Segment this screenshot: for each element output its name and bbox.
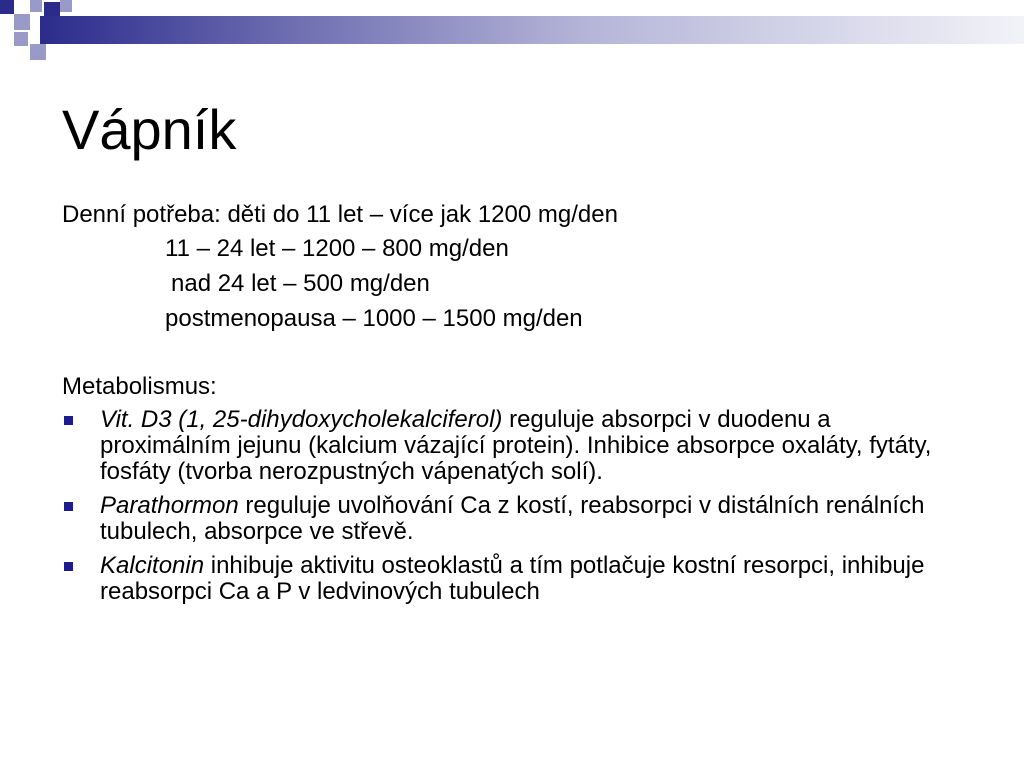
bullet-term: Vit. D3 (1, 25-dihydoxycholekalciferol) bbox=[100, 406, 503, 433]
square-bullet-icon bbox=[64, 416, 73, 425]
bullet-term: Kalcitonin bbox=[100, 552, 205, 579]
list-item bbox=[62, 553, 962, 605]
bullet-term: Parathormon bbox=[100, 492, 239, 519]
decor-square bbox=[30, 44, 46, 60]
decor-square bbox=[14, 14, 30, 30]
list-item bbox=[62, 407, 962, 485]
daily-need-line-2: 11 – 24 let – 1200 – 800 mg/den bbox=[165, 235, 509, 262]
decor-square bbox=[30, 0, 42, 12]
daily-need-line-4: postmenopausa – 1000 – 1500 mg/den bbox=[165, 305, 583, 332]
metabolism-heading: Metabolismus: bbox=[62, 373, 217, 400]
daily-need-line-3: nad 24 let – 500 mg/den bbox=[171, 270, 430, 297]
decor-square bbox=[0, 0, 14, 14]
list-item bbox=[62, 493, 962, 545]
decor-square bbox=[60, 0, 72, 12]
square-bullet-icon bbox=[64, 502, 73, 511]
bullet-text: inhibuje aktivitu osteoklastů a tím potlačuje kostní resorpci, inhibuje reabsorpci Ca a P v ledvinových tubulech bbox=[100, 552, 925, 605]
decor-square bbox=[14, 32, 28, 46]
bullet-text: reguluje uvolňování Ca z kostí, reabsorpci v distálních renálních tubulech, absorpce ve střevě. bbox=[100, 492, 925, 545]
slide-title: Vápník bbox=[62, 98, 237, 161]
bullet-text: reguluje absorpci v duodenu a proximálním jejunu (kalcium vázající protein). Inhibice absorpce oxaláty, fytáty, fosfáty (tvorba nerozpustných vápenatých solí). bbox=[100, 406, 932, 485]
metabolism-bullet-list bbox=[62, 407, 962, 613]
daily-need-line-1: Denní potřeba: děti do 11 let – více jak 1200 mg/den bbox=[62, 201, 618, 228]
square-bullet-icon bbox=[64, 562, 73, 571]
header-gradient-bar bbox=[40, 16, 1024, 44]
